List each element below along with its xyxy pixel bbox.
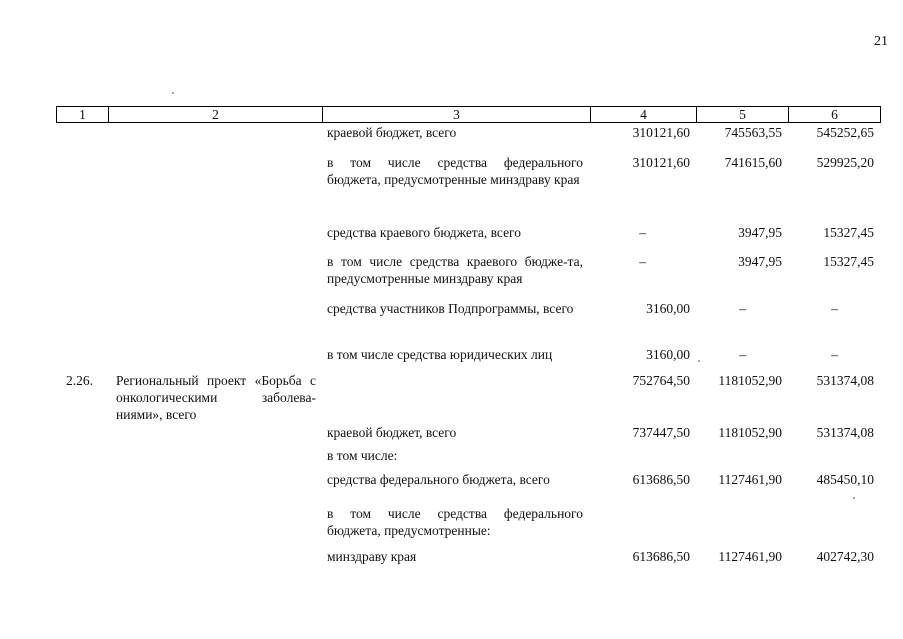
row-11-description: минздраву края xyxy=(327,549,417,564)
table-header xyxy=(56,106,881,123)
row-4-col5: – xyxy=(739,301,746,316)
row-10-description: в том числе средства федерального бюджета, предусмотренные: xyxy=(327,506,583,538)
header-col-5: 5 xyxy=(697,107,789,122)
scan-speck xyxy=(172,92,174,94)
row-2-col6: 15327,45 xyxy=(823,225,874,240)
row-7-col4: 737447,50 xyxy=(632,425,690,440)
row-9-description: средства федерального бюджета, всего xyxy=(327,472,550,487)
row-4-col6: – xyxy=(831,301,838,316)
row-7-col5: 1181052,90 xyxy=(718,425,782,440)
row-5-col4: 3160,00 xyxy=(646,347,690,362)
row-0-col6: 545252,65 xyxy=(816,125,874,140)
row-0-col4: 310121,60 xyxy=(632,125,690,140)
header-col-4: 4 xyxy=(591,107,697,122)
row-0-col5: 745563,55 xyxy=(724,125,782,140)
row-11-col5: 1127461,90 xyxy=(718,549,782,564)
row-7-description: краевой бюджет, всего xyxy=(327,425,457,440)
row-2-col5: 3947,95 xyxy=(738,225,782,240)
scan-speck xyxy=(853,497,855,499)
row-9-col5: 1127461,90 xyxy=(718,472,782,487)
row-2-description: средства краевого бюджета, всего xyxy=(327,225,522,240)
row-8-description: в том числе: xyxy=(327,448,398,463)
row-1-col5: 741615,60 xyxy=(724,155,782,170)
row-3-col6: 15327,45 xyxy=(823,254,874,269)
row-5-col5: – xyxy=(739,347,746,362)
row-9-col6: 485450,10 xyxy=(816,472,874,487)
row-3-description: в том числе средства краевого бюдже-та, предусмотренные минздраву края xyxy=(327,254,583,286)
page-number: 21 xyxy=(874,34,888,49)
row-5-description: в том числе средства юридических лиц xyxy=(327,347,553,362)
row-4-col4: 3160,00 xyxy=(646,301,690,316)
row-5-col6: – xyxy=(831,347,838,362)
row-6-col5: 1181052,90 xyxy=(718,373,782,388)
row-4-description: средства участников Подпрограммы, всего xyxy=(327,301,574,316)
row-9-col4: 613686,50 xyxy=(632,472,690,487)
row-11-col6: 402742,30 xyxy=(816,549,874,564)
header-col-2: 2 xyxy=(109,107,323,122)
header-col-3: 3 xyxy=(323,107,591,122)
row-1-description: в том числе средства федерального бюджета, предусмотренные минздраву края xyxy=(327,155,583,187)
row-2-col4: – xyxy=(639,225,646,240)
header-col-1: 1 xyxy=(57,107,109,122)
scan-speck xyxy=(698,360,700,362)
row-1-col4: 310121,60 xyxy=(632,155,690,170)
row-6-project-name: Региональный проект «Борьба с онкологическими заболева-ниями», всего xyxy=(116,373,316,422)
row-6-col4: 752764,50 xyxy=(632,373,690,388)
row-6-number: 2.26. xyxy=(66,373,93,388)
header-col-6: 6 xyxy=(789,107,881,122)
row-11-col4: 613686,50 xyxy=(632,549,690,564)
row-7-col6: 531374,08 xyxy=(816,425,874,440)
row-0-description: краевой бюджет, всего xyxy=(327,125,457,140)
row-6-col6: 531374,08 xyxy=(816,373,874,388)
row-1-col6: 529925,20 xyxy=(816,155,874,170)
row-3-col5: 3947,95 xyxy=(738,254,782,269)
row-3-col4: – xyxy=(639,254,646,269)
